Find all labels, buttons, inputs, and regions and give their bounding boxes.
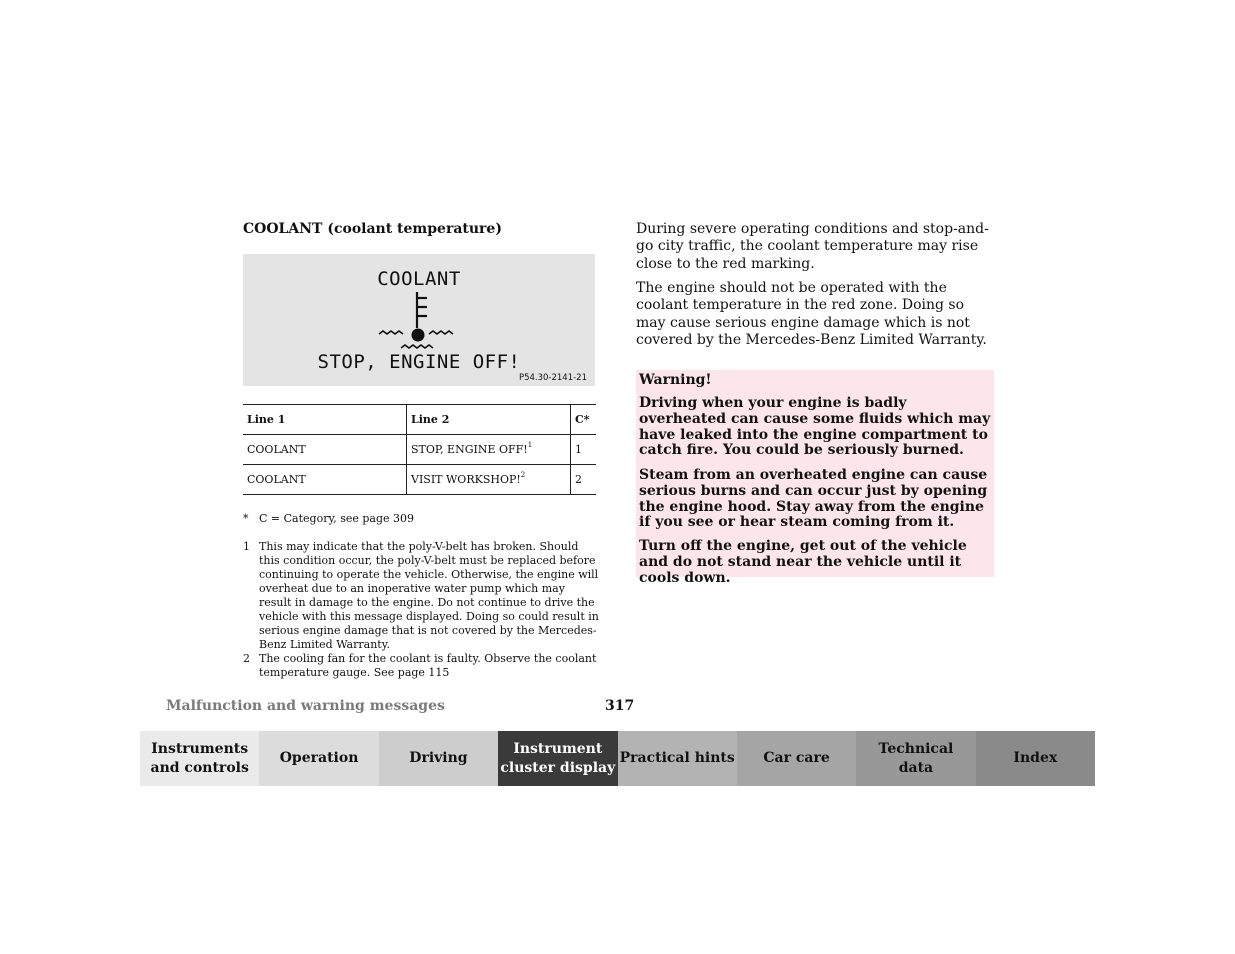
table-row — [243, 465, 596, 495]
footnote-1 — [243, 540, 599, 652]
coolant-thermometer-icon — [375, 290, 465, 354]
warning-paragraph-2: Steam from an overheated engine can cause serious burns and can occur just by opening the engine hood. Stay away from the engine if you see or hear steam coming from it. — [639, 467, 988, 531]
table-header-row — [243, 405, 596, 435]
footnote-ref: 2 — [520, 471, 526, 479]
cell-line1: COOLANT — [243, 465, 407, 495]
footnote-category — [243, 512, 599, 526]
warning-box — [636, 370, 994, 586]
section-heading: COOLANT (coolant temperature) — [243, 221, 502, 237]
footnote-mark: * — [243, 512, 249, 525]
footnote-text: The cooling fan for the coolant is faulty. Observe the coolant temperature gauge. See page 115 — [259, 652, 597, 679]
column-header-category: C* — [571, 405, 597, 435]
nav-tab-driving[interactable]: Driving — [379, 731, 498, 786]
footer-section-title: Malfunction and warning messages — [166, 698, 445, 714]
nav-tab-operation[interactable]: Operation — [259, 731, 378, 786]
cell-line2: STOP, ENGINE OFF!$^1$ — [407, 435, 571, 465]
warning-title: Warning! — [639, 372, 712, 388]
display-line-2: STOP, ENGINE OFF! — [317, 351, 521, 373]
cell-category: 1 — [571, 435, 597, 465]
page-number: 317 — [605, 698, 635, 714]
instrument-cluster-display-figure — [243, 254, 595, 386]
cell-line1: COOLANT — [243, 435, 407, 465]
warning-paragraph-1: Driving when your engine is badly overheated can cause some fluids which may have leaked into the engine compartment to catch fire. You could be seriously burned. — [639, 395, 991, 459]
chapter-navigation — [140, 731, 1095, 786]
message-table — [243, 404, 596, 495]
footnote-mark: 2 — [243, 652, 250, 665]
nav-tab-technical-data[interactable]: Technical data — [856, 731, 975, 786]
footnote-text: This may indicate that the poly-V-belt has broken. Should this condition occur, the poly-V-belt must be replaced before continuing to operate the vehicle. Otherwise, the engine will overheat due to an inoperative water pump which may result in damage to the engine. Do not continue to drive the vehicle with this message displayed. Doing so could result in serious engine damage that is not covered by the Mercedes-Benz Limited Warranty. — [259, 540, 599, 651]
nav-tab-practical-hints[interactable]: Practical hints — [618, 731, 737, 786]
cell-line2: VISIT WORKSHOP!$^2$ — [407, 465, 571, 495]
footnote-mark: 1 — [243, 540, 250, 553]
nav-tab-index[interactable]: Index — [976, 731, 1095, 786]
cell-category: 2 — [571, 465, 597, 495]
warning-paragraph-3: Turn off the engine, get out of the vehicle and do not stand near the vehicle until it cools down. — [639, 538, 967, 586]
display-line-1: COOLANT — [377, 268, 461, 290]
table-row — [243, 435, 596, 465]
body-paragraph-1: During severe operating conditions and stop-and-go city traffic, the coolant temperature may rise close to the red marking. — [636, 221, 989, 272]
footnote-text: C = Category, see page 309 — [259, 512, 415, 525]
footnote-2 — [243, 652, 599, 680]
nav-tab-instruments-and-controls[interactable]: Instruments and controls — [140, 731, 259, 786]
body-paragraph-2: The engine should not be operated with the coolant temperature in the red zone. Doing so may cause serious engine damage which is not covered by the Mercedes-Benz Limited Warranty. — [636, 280, 987, 348]
column-header-line1: Line 1 — [243, 405, 407, 435]
column-header-line2: Line 2 — [407, 405, 571, 435]
figure-code: P54.30-2141-21 — [518, 373, 587, 383]
nav-tab-car-care[interactable]: Car care — [737, 731, 856, 786]
footnote-ref: 1 — [527, 441, 533, 449]
nav-tab-instrument-cluster-display[interactable]: Instrument cluster display — [498, 731, 617, 786]
